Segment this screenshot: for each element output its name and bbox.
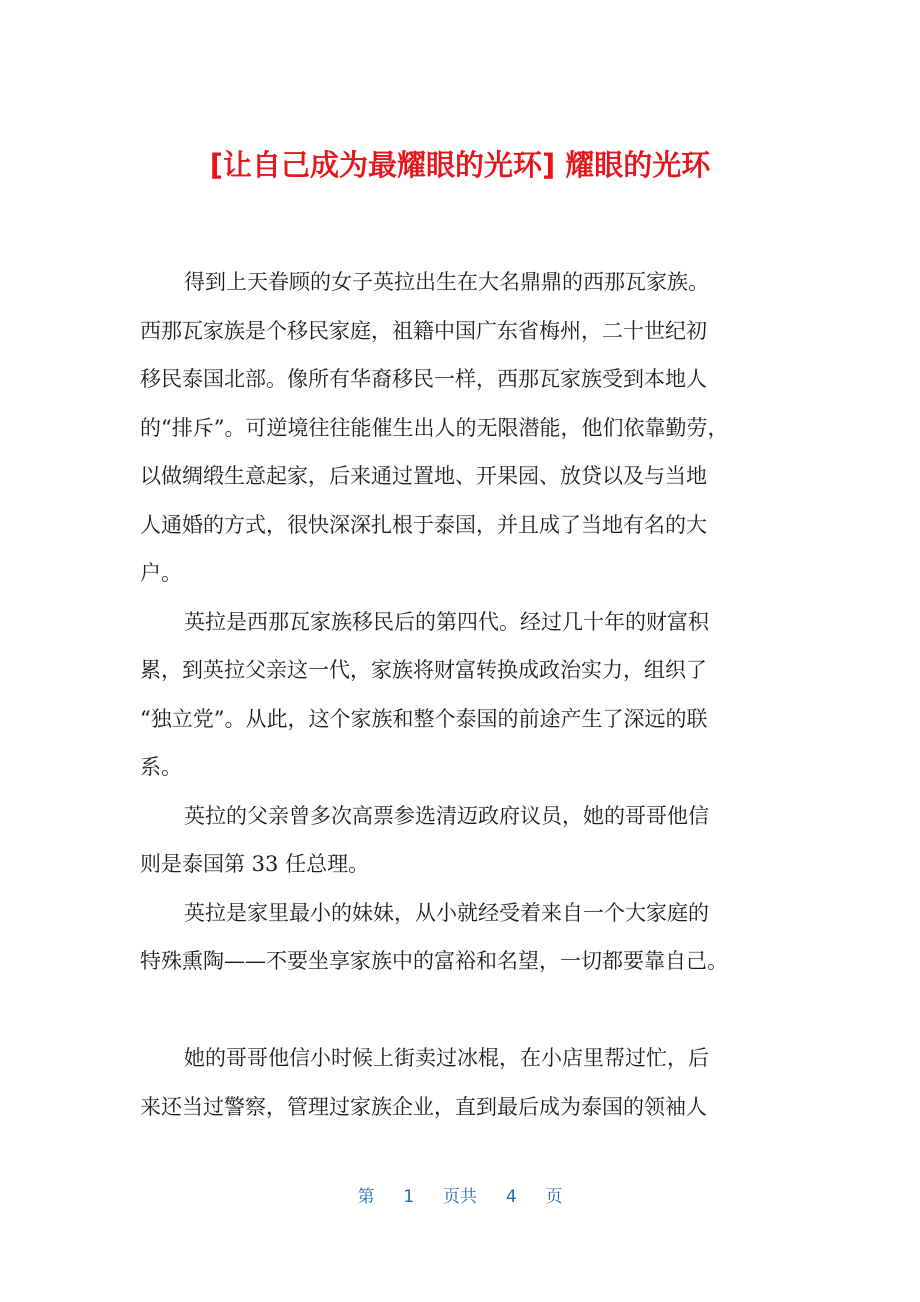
paragraph-3 <box>140 792 795 889</box>
text-line: 户。 <box>140 561 182 585</box>
text-line: “独立党”。从此，这个家族和整个泰国的前途产生了深远的联 <box>140 706 708 731</box>
text-line: 以做绸缎生意起家，后来通过置地、开果园、放贷以及与当地 <box>140 464 707 488</box>
text-line: 人通婚的方式，很快深深扎根于泰国，并且成了当地有名的大 <box>140 512 707 537</box>
page-label-prefix: 第 <box>357 1187 375 1207</box>
page-label-suffix: 页 <box>545 1187 563 1207</box>
text-line: 累，到英拉父亲这一代，家族将财富转换成政治实力，组织了 <box>140 658 707 682</box>
paragraph-4 <box>140 889 795 986</box>
document-body <box>140 258 795 1131</box>
text-line: 的“排斥”。可逆境往往能催生出人的无限潜能，他们依靠勤劳， <box>140 415 729 440</box>
text-line: 系。 <box>140 755 182 779</box>
text-line: 特殊熏陶——不要坐享家族中的富裕和名望，一切都要靠自己。 <box>140 949 728 973</box>
text-line: 得到上天眷顾的女子英拉出生在大名鼎鼎的西那瓦家族。 <box>184 270 709 294</box>
page-label-middle: 页共 <box>443 1187 477 1207</box>
current-page-number: 1 <box>403 1187 415 1207</box>
paragraph-2 <box>140 598 795 792</box>
text-line: 英拉的父亲曾多次高票参选清迈政府议员，她的哥哥他信 <box>184 803 709 828</box>
page-footer <box>0 1182 920 1212</box>
text-line: 英拉是家里最小的妹妹，从小就经受着来自一个大家庭的 <box>184 900 709 925</box>
document-title: [让自己成为最耀眼的光环] 耀眼的光环 <box>209 148 711 182</box>
text-line: 移民泰国北部。像所有华裔移民一样，西那瓦家族受到本地人 <box>140 367 707 391</box>
text-line: 来还当过警察，管理过家族企业，直到最后成为泰国的领袖人 <box>140 1094 707 1119</box>
text-line: 则是泰国第 33 任总理。 <box>140 852 370 876</box>
paragraph-spacer <box>140 986 795 1035</box>
text-line: 英拉是西那瓦家族移民后的第四代。经过几十年的财富积 <box>184 609 709 634</box>
text-line: 西那瓦家族是个移民家庭，祖籍中国广东省梅州，二十世纪初 <box>140 318 707 343</box>
total-pages-number: 4 <box>505 1187 517 1207</box>
paragraph-5 <box>140 1034 795 1131</box>
text-line: 她的哥哥他信小时候上街卖过冰棍，在小店里帮过忙，后 <box>184 1046 709 1070</box>
paragraph-1 <box>140 258 795 598</box>
